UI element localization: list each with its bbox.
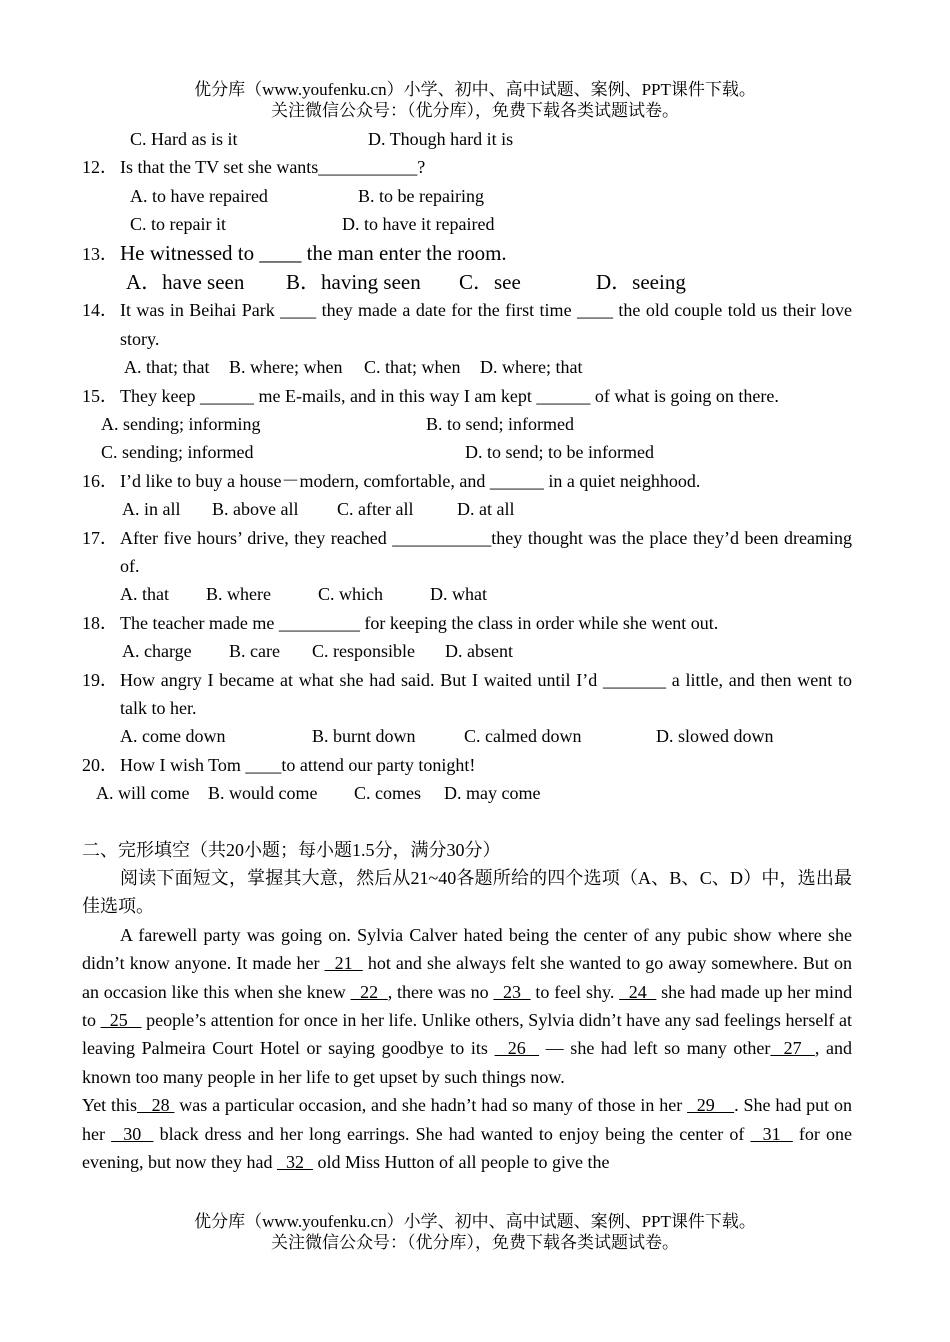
q12-option-c: C. to repair it (130, 214, 226, 235)
q20-number: 20． (82, 754, 118, 775)
passage-text: , and known too many people in her life to get upset by such things now. (82, 1038, 853, 1087)
q12-stem: Is that the TV set she wants___________? (120, 157, 426, 178)
q18-option-a: A. charge (122, 641, 192, 662)
passage-text: for one evening, but now they had (82, 1123, 853, 1173)
q16-option-b: B. above all (212, 499, 299, 520)
passage-paragraph-1 (82, 921, 852, 1091)
blank-25: 25 (100, 1010, 142, 1030)
exam-content (82, 125, 852, 1176)
q15-options-ab (82, 410, 852, 438)
passage-text: Yet this (82, 1095, 138, 1116)
q19-option-b: B. burnt down (312, 726, 416, 747)
q20-stem: How I wish Tom ____to attend our party tonight! (120, 754, 476, 775)
page-header (0, 79, 950, 121)
q13-options (82, 268, 852, 296)
q17-option-c: C. which (318, 584, 383, 605)
q14-option-d: D. where; that (480, 357, 583, 378)
question-14 (82, 296, 852, 353)
q16-stem: I’d like to buy a house－modern, comfortable, and ______ in a quiet neighhood. (120, 470, 701, 491)
footer-line-1: 优分库（www.youfenku.cn）小学、初中、高中试题、案例、PPT课件下载。 (194, 1212, 756, 1231)
q20-option-c: C. comes (354, 783, 421, 804)
q12-option-a: A. to have repaired (130, 185, 268, 206)
blank-29: 29 (687, 1095, 735, 1116)
q20-option-d: D. may come (444, 783, 541, 804)
section-2-title: 二、完形填空（共20小题；每小题1.5分，满分30分） (82, 839, 501, 860)
blank-27: 27 (770, 1038, 815, 1059)
q19-option-d: D. slowed down (656, 726, 774, 747)
blank-26: 26 (494, 1038, 540, 1059)
passage-text: . She had put on her (82, 1095, 853, 1144)
q16-option-d: D. at all (457, 499, 515, 520)
q15-option-a: A. sending; informing (101, 413, 261, 434)
q16-option-c: C. after all (337, 499, 414, 520)
q18-option-b: B. care (229, 641, 280, 662)
q13-option-b: B．having seen (286, 269, 421, 294)
q15-number: 15． (82, 385, 118, 406)
blank-22: 22 (350, 981, 388, 1002)
passage-paragraph-2 (82, 1091, 852, 1176)
q14-option-c: C. that; when (364, 357, 461, 378)
q14-option-b: B. where; when (229, 357, 343, 378)
q19-option-a: A. come down (120, 726, 226, 747)
passage-text: old Miss Hutton of all people to give the (312, 1152, 610, 1173)
footer-line-2: 关注微信公众号：（优分库），免费下载各类试题试卷。 (271, 1233, 679, 1252)
question-15 (82, 382, 852, 410)
passage-text: people’s attention for once in her life. Unlike others, Sylvia didn’t have any sad feelings herself at leaving Palmeira Court Hotel or saying goodbye to its (82, 1010, 852, 1059)
passage-text: black dress and her long earrings. She had wanted to enjoy being the center of (153, 1123, 751, 1144)
q14-options (82, 353, 852, 381)
q11-option-c: C. Hard as is it (130, 129, 238, 149)
q17-options (82, 580, 852, 608)
q12-option-d: D. to have it repaired (342, 214, 495, 235)
q15-option-d: D. to send; to be informed (465, 442, 654, 463)
blank-23: 23 (493, 981, 531, 1002)
q11-options (82, 125, 852, 153)
blank-28: 28 (137, 1095, 175, 1116)
q14-option-a: A. that; that (124, 357, 210, 378)
q17-number: 17． (82, 527, 118, 548)
q11-option-d: D. Though hard it is (368, 129, 514, 149)
passage-text: , there was no (387, 981, 494, 1002)
passage-text: A farewell party was going on. Sylvia Calver hated being the center of any pubic show where she didn’t know anyone. It made her (82, 924, 852, 974)
blank-21: 21 (324, 953, 363, 974)
q12-number: 12． (82, 157, 118, 178)
q16-number: 16． (82, 470, 118, 491)
q17-stem: After five hours’ drive, they reached ___________they thought was the place they’d been dreaming of. (120, 527, 852, 576)
q20-option-b: B. would come (208, 783, 318, 804)
q16-options (82, 495, 852, 523)
passage-text: — she had left so many other (539, 1038, 771, 1059)
q17-option-b: B. where (206, 584, 271, 605)
q14-number: 14． (82, 300, 118, 321)
header-line-1: 优分库（www.youfenku.cn）小学、初中、高中试题、案例、PPT课件下载。 (194, 80, 756, 99)
q18-number: 18． (82, 612, 118, 633)
passage-text: hot and she always felt she wanted to go away somewhere. But on an occasion like this when she knew (82, 953, 852, 1002)
q19-options (82, 722, 852, 750)
question-19 (82, 666, 852, 723)
blank-30: 30 (111, 1123, 154, 1144)
q13-option-d: D．seeing (596, 269, 686, 294)
q19-stem: How angry I became at what she had said. But I waited until I’d _______ a little, and then went to talk to her. (120, 669, 852, 718)
q12-option-b: B. to be repairing (358, 185, 484, 206)
q19-number: 19． (82, 669, 118, 690)
q12-options-cd (82, 210, 852, 238)
q17-option-d: D. what (430, 584, 487, 605)
blank-24: 24 (619, 981, 657, 1002)
q13-option-a: A．have seen (126, 269, 245, 294)
q18-option-c: C. responsible (312, 641, 415, 662)
question-13 (82, 239, 852, 268)
section-gap (82, 808, 852, 836)
q15-options-cd (82, 438, 852, 466)
q13-stem: He witnessed to ____ the man enter the room. (120, 240, 507, 265)
q18-stem: The teacher made me _________ for keeping the class in order while she went out. (120, 612, 719, 633)
passage-text: to feel shy. (530, 981, 620, 1002)
q12-options-ab (82, 182, 852, 210)
passage-text: was a particular occasion, and she hadn’t had so many of those in her (174, 1095, 688, 1116)
q15-option-b: B. to send; informed (426, 413, 574, 434)
blank-31: 31 (750, 1123, 793, 1144)
q15-stem: They keep ______ me E-mails, and in this way I am kept ______ of what is going on there. (120, 385, 779, 406)
question-12 (82, 153, 852, 181)
blank-32: 32 (276, 1152, 313, 1173)
passage-text: she had made up her mind to (82, 981, 853, 1030)
q16-option-a: A. in all (122, 499, 181, 520)
question-18 (82, 609, 852, 637)
q15-option-c: C. sending; informed (101, 442, 254, 463)
question-16 (82, 467, 852, 495)
q19-option-c: C. calmed down (464, 726, 582, 747)
q18-options (82, 637, 852, 665)
page-footer (0, 1211, 950, 1253)
question-20 (82, 751, 852, 779)
q18-option-d: D. absent (445, 641, 513, 662)
q17-option-a: A. that (120, 584, 169, 605)
q13-number: 13． (82, 243, 118, 264)
q20-option-a: A. will come (96, 783, 190, 804)
q14-stem: It was in Beihai Park ____ they made a date for the first time ____ the old couple told us their love story. (120, 300, 852, 349)
q20-options (82, 779, 852, 807)
question-17 (82, 524, 852, 581)
header-line-2: 关注微信公众号：（优分库），免费下载各类试题试卷。 (271, 101, 679, 120)
section-2-instruction: 阅读下面短文，掌握其大意，然后从21~40各题所给的四个选项（A、B、C、D）中，选出最佳选项。 (82, 867, 852, 917)
q13-option-c: C．see (459, 269, 521, 294)
